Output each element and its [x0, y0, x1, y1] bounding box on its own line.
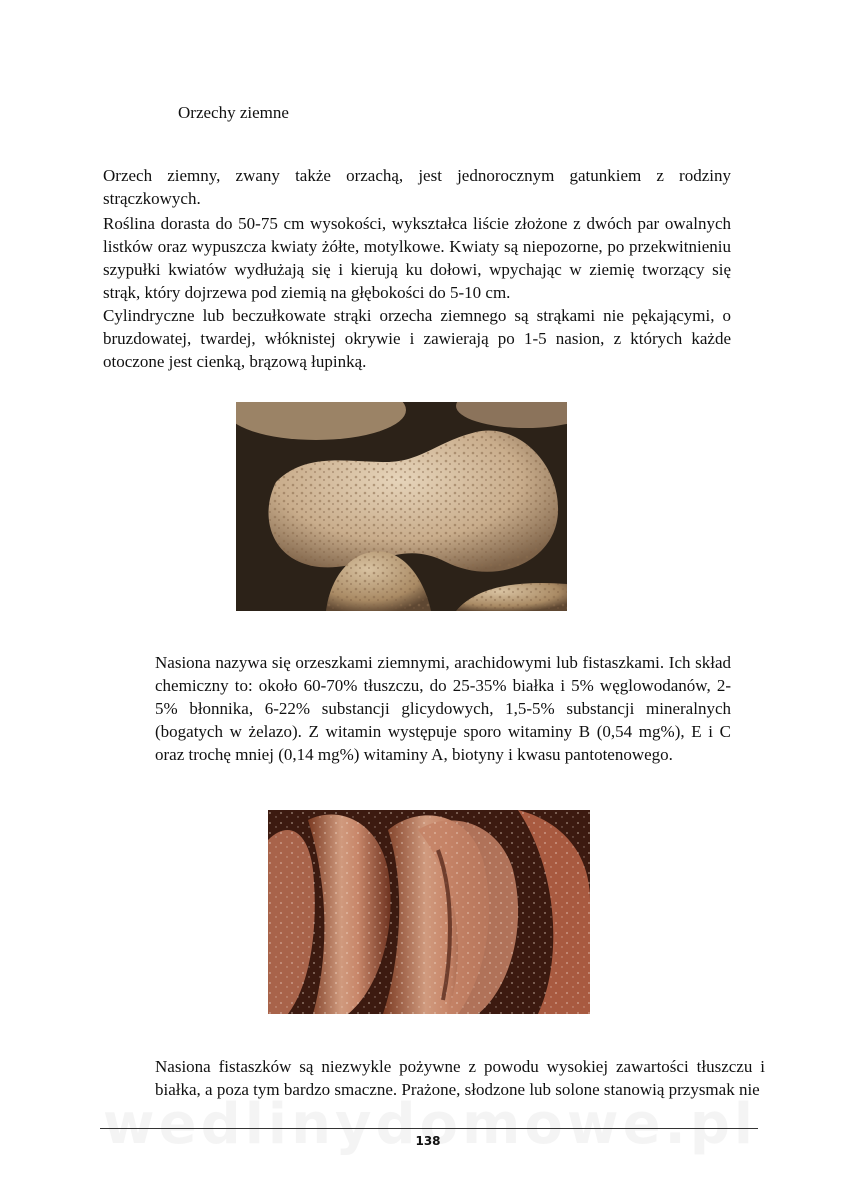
peanut-shells-photo: [236, 402, 567, 611]
footer-divider: [100, 1128, 758, 1129]
page-title: Orzechy ziemne: [178, 103, 289, 122]
peanut-kernel-photo-icon: [268, 810, 590, 1014]
paragraph-2: Roślina dorasta do 50-75 cm wysokości, wykształca liście złożone z dwóch par owalnych listków oraz wypuszcza kwiaty żółte, motylkowe. Kwiaty są niepozorne, po przekwitnieniu szypułki kwiatów wydłużają się i kierują ku dołowi, wpychając w ziemię tworzący się strąk, który dojrzewa pod ziemią na głębokości do 5-10 cm.: [103, 214, 731, 302]
paragraph-4: Nasiona nazywa się orzeszkami ziemnymi, arachidowymi lub fistaszkami. Ich skład chemiczny to: około 60-70% tłuszczu, do 25-35% białka i 5% węglowodanów, 2-5% błonnika, 6-22% substancji glicydowych, 1,5-5% substancji mineralnych (bogatych w żelazo). Z witamin występuje sporo witaminy B (0,54 mg%), E i C oraz trochę mniej (0,14 mg%) witaminy A, biotyny i kwasu pantotenowego.: [155, 653, 731, 764]
paragraph-3: Cylindryczne lub beczułkowate strąki orzecha ziemnego są strąkami nie pękającymi, o bruzdowatej, twardej, włóknistej okrywie i zawierają po 1-5 nasion, z których każde otoczone jest cienką, brązową łupinką.: [103, 306, 731, 371]
paragraph-1: Orzech ziemny, zwany także orzachą, jest jednorocznym gatunkiem z rodziny strączkowych.: [103, 166, 731, 208]
page-number: 138: [415, 1134, 441, 1148]
paragraph-5: Nasiona fistaszków są niezwykle pożywne z powodu wysokiej zawartości tłuszczu i białka, a poza tym bardzo smaczne. Prażone, słodzone lub solone stanowią przysmak nie: [155, 1057, 765, 1099]
peanut-kernels-photo: [268, 810, 590, 1014]
peanut-shell-photo-icon: [236, 402, 567, 611]
